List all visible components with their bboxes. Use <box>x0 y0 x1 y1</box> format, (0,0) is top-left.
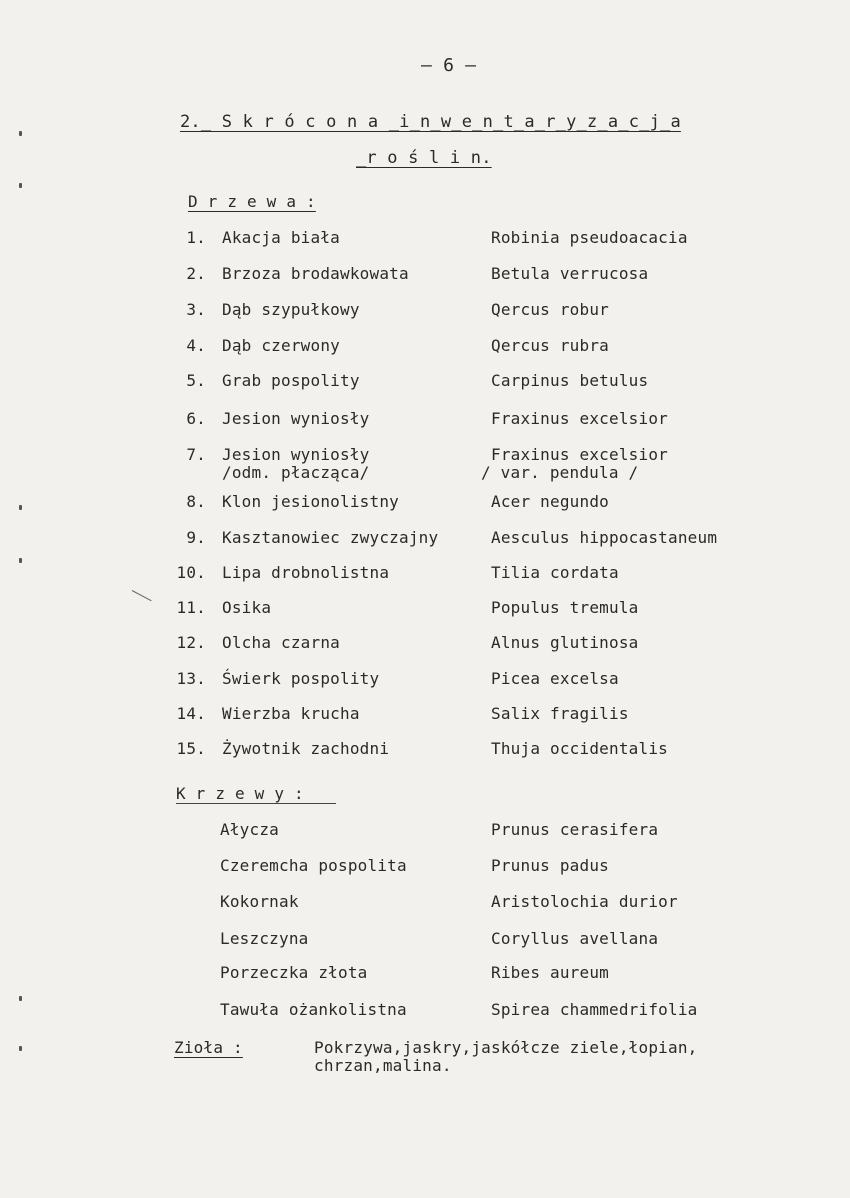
tree-latin-name: Aesculus hippocastaneum <box>491 528 718 547</box>
tree-number: 14. <box>176 704 206 723</box>
herbs-label: Zioła : <box>174 1038 243 1057</box>
shrub-polish-name: Czeremcha pospolita <box>220 856 407 875</box>
tree-latin-name: Alnus glutinosa <box>491 633 639 652</box>
tree-polish-name: Brzoza brodawkowata <box>222 264 409 283</box>
tree-latin-name: Qercus rubra <box>491 336 609 355</box>
page-number: — 6 — <box>421 55 477 76</box>
tree-number: 8. <box>186 492 206 511</box>
tree-polish-name: Świerk pospolity <box>222 669 380 688</box>
shrub-polish-name: Leszczyna <box>220 929 309 948</box>
tree-polish-name: Olcha czarna <box>222 633 340 652</box>
tree-polish-name: Żywotnik zachodni <box>222 739 390 758</box>
margin-mark <box>19 183 22 188</box>
herbs-line-2: chrzan,malina. <box>314 1056 452 1075</box>
tree-polish-name: Kasztanowiec zwyczajny <box>222 528 439 547</box>
tree-number: 2. <box>186 264 206 283</box>
tree-number: 9. <box>186 528 206 547</box>
tree-number: 7. <box>186 445 206 464</box>
margin-mark <box>19 996 22 1001</box>
tree-polish-name: Jesion wyniosły <box>222 409 370 428</box>
trees-heading: D r z e w a : <box>188 192 316 211</box>
tree-number: 10. <box>176 563 206 582</box>
tree-latin-name: Picea excelsa <box>491 669 619 688</box>
document-title-line-1: 2._ S k r ó c o n a _i_n_w_e_n_t_a_r_y_z_a_c_j_a <box>180 112 681 132</box>
tree-latin-name: Qercus robur <box>491 300 609 319</box>
tree-polish-name: Wierzba krucha <box>222 704 360 723</box>
margin-mark <box>19 1046 22 1051</box>
tree-number: 1. <box>186 228 206 247</box>
tree-polish-name: Grab pospolity <box>222 371 360 390</box>
tree-polish-variant: /odm. płacząca/ <box>222 463 370 482</box>
tree-number: 4. <box>186 336 206 355</box>
shrub-latin-name: Coryllus avellana <box>491 929 659 948</box>
tree-polish-name: Jesion wyniosły <box>222 445 370 464</box>
tree-number: 11. <box>176 598 206 617</box>
shrubs-heading-underline <box>176 803 336 804</box>
tree-latin-name: Tilia cordata <box>491 563 619 582</box>
tree-latin-name: Betula verrucosa <box>491 264 649 283</box>
tree-latin-name: Carpinus betulus <box>491 371 649 390</box>
tree-polish-name: Lipa drobnolistna <box>222 563 390 582</box>
shrub-latin-name: Aristolochia durior <box>491 892 678 911</box>
shrub-latin-name: Spirea chammedrifolia <box>491 1000 698 1019</box>
tree-latin-variant: / var. pendula / <box>481 463 639 482</box>
tree-polish-name: Klon jesionolistny <box>222 492 399 511</box>
tree-polish-name: Osika <box>222 598 272 617</box>
tree-number: 15. <box>176 739 206 758</box>
tree-latin-name: Thuja occidentalis <box>491 739 668 758</box>
tree-polish-name: Dąb szypułkowy <box>222 300 360 319</box>
shrub-polish-name: Kokornak <box>220 892 299 911</box>
shrub-latin-name: Ribes aureum <box>491 963 609 982</box>
tree-number: 12. <box>176 633 206 652</box>
tree-polish-name: Dąb czerwony <box>222 336 340 355</box>
shrub-latin-name: Prunus padus <box>491 856 609 875</box>
tree-latin-name: Fraxinus excelsior <box>491 409 668 428</box>
margin-mark <box>19 131 22 136</box>
tree-number: 5. <box>186 371 206 390</box>
tree-number: 6. <box>186 409 206 428</box>
tree-latin-name: Acer negundo <box>491 492 609 511</box>
margin-mark <box>19 558 22 563</box>
document-title-line-2: _r o ś l i n. <box>356 148 492 168</box>
margin-mark <box>19 505 22 510</box>
shrub-latin-name: Prunus cerasifera <box>491 820 659 839</box>
shrub-polish-name: Tawuła ożankolistna <box>220 1000 407 1019</box>
tree-latin-name: Salix fragilis <box>491 704 629 723</box>
tree-latin-name: Populus tremula <box>491 598 639 617</box>
shrub-polish-name: Ałycza <box>220 820 279 839</box>
shrub-polish-name: Porzeczka złota <box>220 963 368 982</box>
tree-number: 13. <box>176 669 206 688</box>
stray-pen-mark <box>132 590 152 601</box>
tree-polish-name: Akacja biała <box>222 228 340 247</box>
tree-number: 3. <box>186 300 206 319</box>
shrubs-heading: K r z e w y : <box>176 784 304 803</box>
tree-latin-name: Robinia pseudoacacia <box>491 228 688 247</box>
tree-latin-name: Fraxinus excelsior <box>491 445 668 464</box>
herbs-line-1: Pokrzywa,jaskry,jaskółcze ziele,łopian, <box>314 1038 698 1057</box>
